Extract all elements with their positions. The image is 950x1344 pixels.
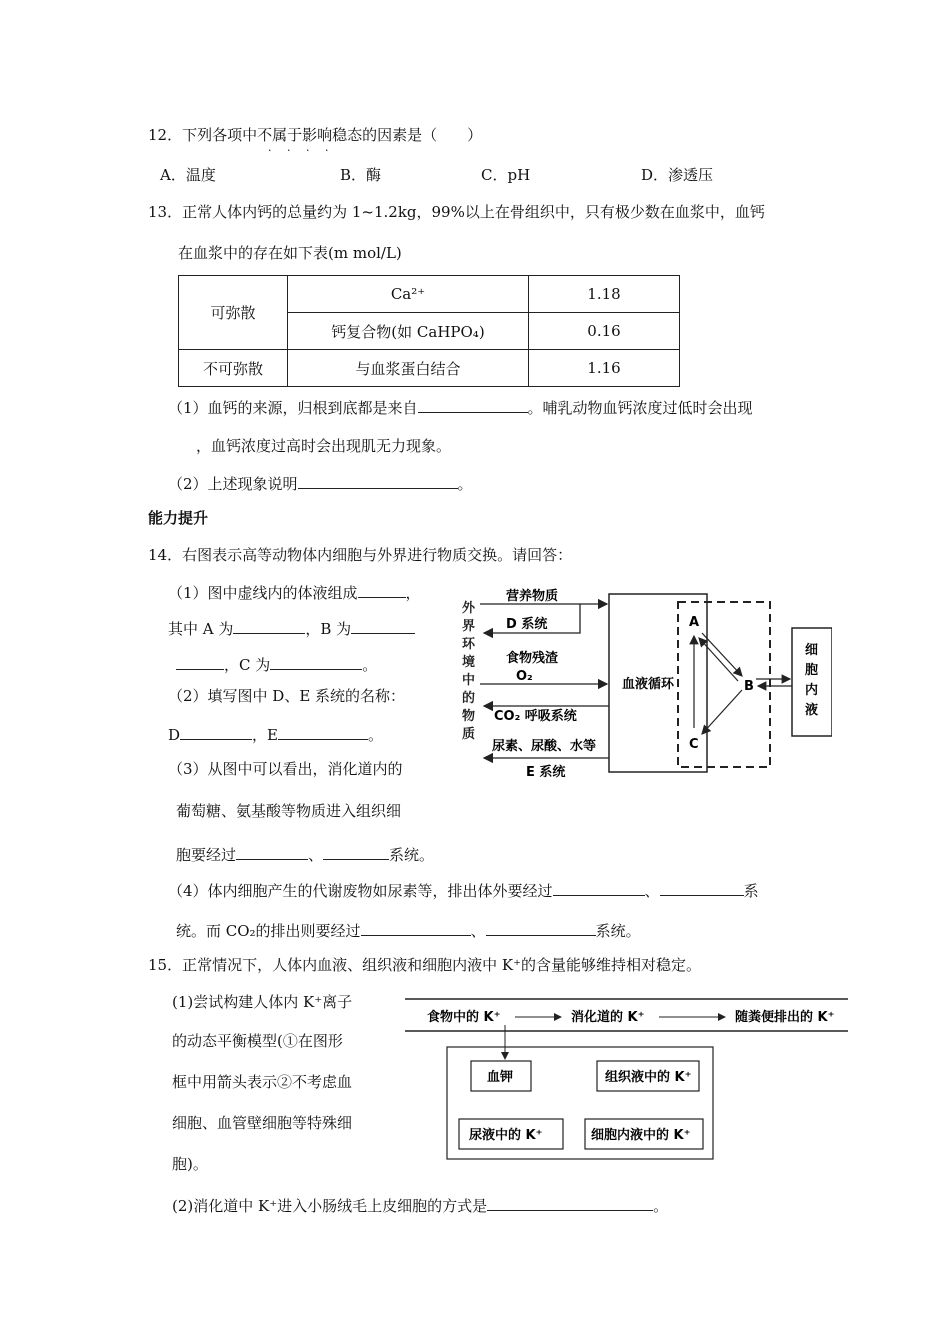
potassium-balance-diagram: [405, 995, 850, 1160]
q14-s3-c: 胞要经过: [176, 846, 237, 864]
answer-blank[interactable]: [176, 655, 224, 670]
q12-option-c: C．pH: [481, 166, 531, 184]
row3-item: 与血浆蛋白结合: [288, 350, 529, 387]
answer-blank[interactable]: [323, 845, 389, 860]
q15-s2-a: (2)消化道中 K⁺进入小肠绒毛上皮细胞的方式是: [172, 1197, 488, 1215]
blood-k-label: 血钾: [487, 1070, 514, 1085]
food-residue-label: 食物残渣: [506, 651, 559, 666]
q15-s2-b: 。: [653, 1197, 669, 1215]
gut-k-label: 消化道的 K⁺: [571, 1010, 645, 1025]
q13-sub2-b: 。: [457, 475, 473, 493]
row1-value: 1.18: [529, 276, 680, 313]
tissue-k-label: 组织液中的 K⁺: [605, 1070, 692, 1085]
q14-s4-sep: 、: [644, 882, 660, 900]
q14-s3-b: 葡萄糖、氨基酸等物质进入组织细: [176, 802, 402, 820]
q14-s3-line3: [176, 845, 434, 863]
q14-s4-c: 统。而 CO₂的排出则要经过: [176, 922, 361, 940]
answer-blank[interactable]: [298, 474, 458, 489]
q15-s2-line: [172, 1196, 668, 1214]
e-system-label: E 系统: [526, 765, 566, 780]
node-c: C: [689, 737, 699, 752]
answer-blank[interactable]: [660, 881, 744, 896]
q14-s1-d: ，B 为: [305, 620, 352, 638]
group-non-diffusible: 不可弥散: [179, 350, 288, 387]
q14-s1-b: ，: [405, 584, 421, 602]
q14-s1-line2: [168, 619, 415, 637]
q14-s1-line1: [168, 583, 421, 601]
o2-label: O₂: [516, 669, 533, 684]
q14-s3-end: 系统。: [389, 846, 435, 864]
q15-s1-l5: 胞)。: [172, 1155, 208, 1173]
q13-sub2-a: （2）上述现象说明: [168, 475, 298, 493]
body-fluid-exchange-diagram: [440, 578, 832, 788]
q14-s4-b: 系: [743, 882, 759, 900]
q13-sub1-line1: [168, 398, 753, 416]
q14-s2-e: ，E: [252, 726, 278, 744]
q14-s1-e: ，C 为: [224, 656, 271, 674]
answer-blank[interactable]: [487, 1196, 653, 1211]
row1-item: Ca²⁺: [288, 276, 529, 313]
answer-blank[interactable]: [553, 881, 645, 896]
group-diffusible: 可弥散: [179, 276, 288, 350]
answer-blank[interactable]: [270, 655, 362, 670]
blood-circulation-label: 血液循环: [622, 677, 675, 692]
q12-option-a: A．温度: [160, 166, 216, 184]
d-system-label: D 系统: [506, 617, 548, 632]
section-title: 能力提升: [148, 509, 209, 527]
q14-s4-line1: [168, 881, 759, 899]
q13-sub1-b: 。哺乳动物血钙浓度过低时会出现: [527, 399, 753, 417]
urea-label: 尿素、尿酸、水等: [492, 739, 597, 754]
answer-blank[interactable]: [358, 583, 406, 598]
q15-s1-l4: 细胞、血管壁细胞等特殊细: [172, 1114, 353, 1132]
q14-s1-line3: [176, 655, 377, 673]
q15-s1-l2: 的动态平衡模型(①在图形: [172, 1032, 343, 1050]
q14-s4-a: （4）体内细胞产生的代谢废物如尿素等，排出体外要经过: [168, 882, 553, 900]
row3-value: 1.16: [529, 350, 680, 387]
q13-sub2-line: [168, 474, 473, 492]
q14-s2-answers: [168, 725, 383, 743]
q12-option-d: D．渗透压: [641, 166, 714, 184]
co2-resp-label: CO₂ 呼吸系统: [494, 709, 577, 724]
row2-value: 0.16: [529, 313, 680, 350]
q14-s3-sep: 、: [308, 846, 324, 864]
q14-s4-d: 、: [470, 922, 486, 940]
answer-blank[interactable]: [361, 921, 471, 936]
q13-sub1-c: ，血钙浓度过高时会出现肌无力现象。: [196, 437, 452, 455]
row2-item: 钙复合物(如 CaHPO₄): [288, 313, 529, 350]
q14-s4-line2: [176, 921, 641, 939]
q15-stem: 15．正常情况下，人体内血液、组织液和细胞内液中 K⁺的含量能够维持相对稳定。: [148, 956, 701, 974]
cell-k-label: 细胞内液中的 K⁺: [591, 1128, 691, 1143]
cell-fluid-label: 细胞内液: [805, 643, 819, 718]
outside-label: 外界环 境中的 物质: [462, 601, 476, 742]
q15-s1-l3: 框中用箭头表示②不考虑血: [172, 1073, 353, 1091]
q14-s1-f: 。: [362, 656, 378, 674]
food-k-label: 食物中的 K⁺: [427, 1010, 501, 1025]
q14-s2-end: 。: [367, 726, 383, 744]
q13-stem-line2: 在血浆中的存在如下表(m mol/L): [178, 244, 402, 262]
answer-blank[interactable]: [278, 725, 368, 740]
q12-stem: 12．下列各项中不属于影响稳态的因素是（ ）: [148, 126, 483, 144]
answer-blank[interactable]: [351, 619, 415, 634]
urine-k-label: 尿液中的 K⁺: [469, 1128, 543, 1143]
node-a: A: [689, 615, 700, 630]
q14-s1-a: （1）图中虚线内的体液组成: [168, 584, 358, 602]
answer-blank[interactable]: [180, 725, 252, 740]
answer-blank[interactable]: [418, 398, 528, 413]
feces-k-label: 随粪便排出的 K⁺: [735, 1010, 835, 1025]
calcium-table: [178, 275, 680, 387]
q13-stem-line1: 13．正常人体内钙的总量约为 1~1.2kg，99%以上在骨组织中，只有极少数在血浆中，血钙: [148, 203, 765, 221]
answer-blank[interactable]: [236, 845, 308, 860]
node-b: B: [744, 679, 754, 694]
q14-s4-e: 系统。: [595, 922, 641, 940]
q14-stem: 14．右图表示高等动物体内细胞与外界进行物质交换。请回答：: [148, 546, 573, 564]
q15-s1-l1: (1)尝试构建人体内 K⁺离子: [172, 993, 353, 1011]
nutrients-label: 营养物质: [506, 589, 559, 604]
q13-sub1-a: （1）血钙的来源，归根到底都是来自: [168, 399, 418, 417]
q14-s2: （2）填写图中 D、E 系统的名称：: [168, 687, 406, 705]
q14-s1-c: 其中 A 为: [168, 620, 234, 638]
answer-blank[interactable]: [233, 619, 305, 634]
q14-s2-d: D: [168, 726, 181, 744]
q12-option-b: B．酶: [340, 166, 382, 184]
q14-s3-a: （3）从图中可以看出，消化道内的: [168, 760, 403, 778]
answer-blank[interactable]: [486, 921, 596, 936]
emphasis-dots: · · · ·: [268, 144, 335, 157]
